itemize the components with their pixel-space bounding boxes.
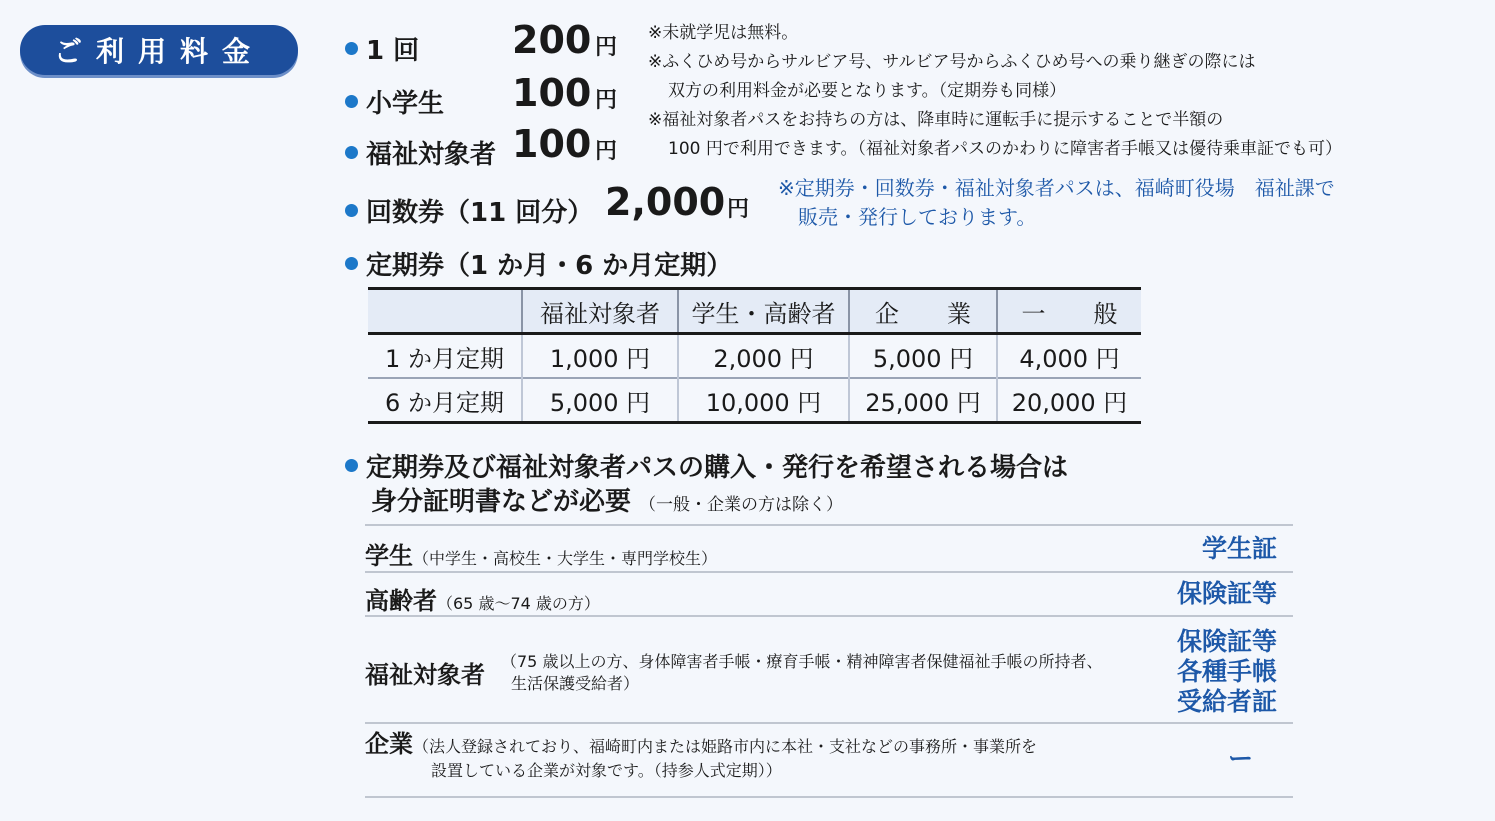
requirements-heading-note: （一般・企業の方は除く）: [639, 495, 844, 515]
price-unit: 円: [595, 88, 618, 113]
table-cell: 1,000 円: [522, 334, 678, 379]
requirement-detail: （中学生・高校生・大学生・専門学校生）: [413, 549, 718, 568]
table-row: [368, 378, 1141, 423]
requirement-title: 企業: [365, 730, 413, 758]
coupon-unit: 円: [727, 197, 750, 222]
requirement-document: 学生証: [1201, 534, 1277, 563]
requirement-document: 保険証等: [1176, 579, 1277, 608]
price-label: 1 回: [366, 36, 420, 66]
table-header-cell: 学生・高齢者: [678, 289, 849, 334]
requirement-title: 学生: [365, 542, 413, 570]
bullet-icon: [345, 95, 358, 108]
sales-note-line: 販売・発行しております。: [798, 205, 1037, 229]
price-value: 100: [512, 122, 592, 166]
requirement-document: ー: [1227, 744, 1253, 773]
requirement-detail: （65 歳～74 歳の方）: [437, 594, 600, 613]
requirements-heading-line2: 身分証明書などが必要: [371, 487, 632, 517]
commuter-fare-table: [368, 287, 1141, 424]
requirement-row-senior: [365, 571, 1293, 616]
requirement-detail: 生活保護受給者）: [511, 674, 640, 693]
bullet-icon: [345, 257, 358, 270]
table-header-cell: 一 般: [997, 289, 1141, 334]
requirement-document: 保険証等: [1176, 627, 1277, 656]
fare-title-badge: ご利用料金: [20, 25, 298, 75]
note-line: 100 円で利用できます。（福祉対象者パスのかわりに障害者手帳又は優待乗車証でも可）: [668, 139, 1342, 159]
requirement-detail: （75 歳以上の方、身体障害者手帳・療育手帳・精神障害者保健福祉手帳の所持者、: [501, 652, 1103, 671]
price-value: 200: [512, 18, 592, 62]
table-cell: 25,000 円: [849, 378, 997, 423]
table-row: [368, 334, 1141, 379]
coupon-value: 2,000: [605, 180, 726, 224]
price-label: 小学生: [366, 89, 445, 119]
sales-note-line: ※定期券・回数券・福祉対象者パスは、福崎町役場 福祉課で: [778, 176, 1335, 200]
notes-block: [648, 19, 1342, 164]
table-cell: 6 か月定期: [385, 388, 504, 417]
table-cell: 1 か月定期: [385, 344, 504, 373]
bullet-icon: [345, 146, 358, 159]
note-line: ※ふくひめ号からサルビア号、サルビア号からふくひめ号への乗り継ぎの際には: [648, 52, 1256, 72]
table-cell: 5,000 円: [522, 378, 678, 423]
coupon-label: 回数券（11 回分）: [366, 198, 594, 228]
price-value: 100: [512, 71, 592, 115]
table-cell: 4,000 円: [997, 334, 1141, 379]
price-unit: 円: [595, 35, 618, 60]
table-cell: 10,000 円: [678, 378, 849, 423]
table-header-row: [368, 289, 1141, 334]
table-header-cell: [368, 289, 522, 334]
note-line: ※未就学児は無料。: [648, 23, 799, 43]
requirement-title: 福祉対象者: [365, 661, 485, 689]
price-unit: 円: [595, 139, 618, 164]
commuter-heading-text: 定期券（1 か月・6 か月定期）: [366, 251, 733, 281]
table-cell: 2,000 円: [678, 334, 849, 379]
requirement-document: 受給者証: [1176, 687, 1277, 716]
table-header-cell: 企 業: [849, 289, 997, 334]
requirement-row-company: [365, 722, 1293, 798]
requirement-row-welfare: [365, 615, 1293, 723]
requirements-heading: [345, 451, 1068, 522]
bullet-icon: [345, 204, 358, 217]
table-cell: 5,000 円: [849, 334, 997, 379]
sales-note: [778, 174, 1335, 232]
requirement-title: 高齢者: [365, 587, 437, 615]
requirement-detail: 設置している企業が対象です。（持参人式定期））: [431, 761, 782, 780]
requirement-document: 各種手帳: [1176, 657, 1277, 686]
note-line: 双方の利用料金が必要となります。（定期券も同様）: [668, 81, 1067, 101]
requirement-row-student: [365, 524, 1293, 572]
table-cell: 20,000 円: [997, 378, 1141, 423]
bullet-icon: [345, 42, 358, 55]
note-line: ※福祉対象者パスをお持ちの方は、降車時に運転手に提示することで半額の: [648, 110, 1224, 130]
bullet-icon: [345, 459, 358, 472]
requirements-heading-line1: 定期券及び福祉対象者パスの購入・発行を希望される場合は: [366, 453, 1069, 483]
table-header-cell: 福祉対象者: [522, 289, 678, 334]
requirement-detail: （法人登録されており、福崎町内または姫路市内に本社・支社などの事務所・事業所を: [413, 737, 1038, 756]
price-label: 福祉対象者: [366, 140, 497, 170]
